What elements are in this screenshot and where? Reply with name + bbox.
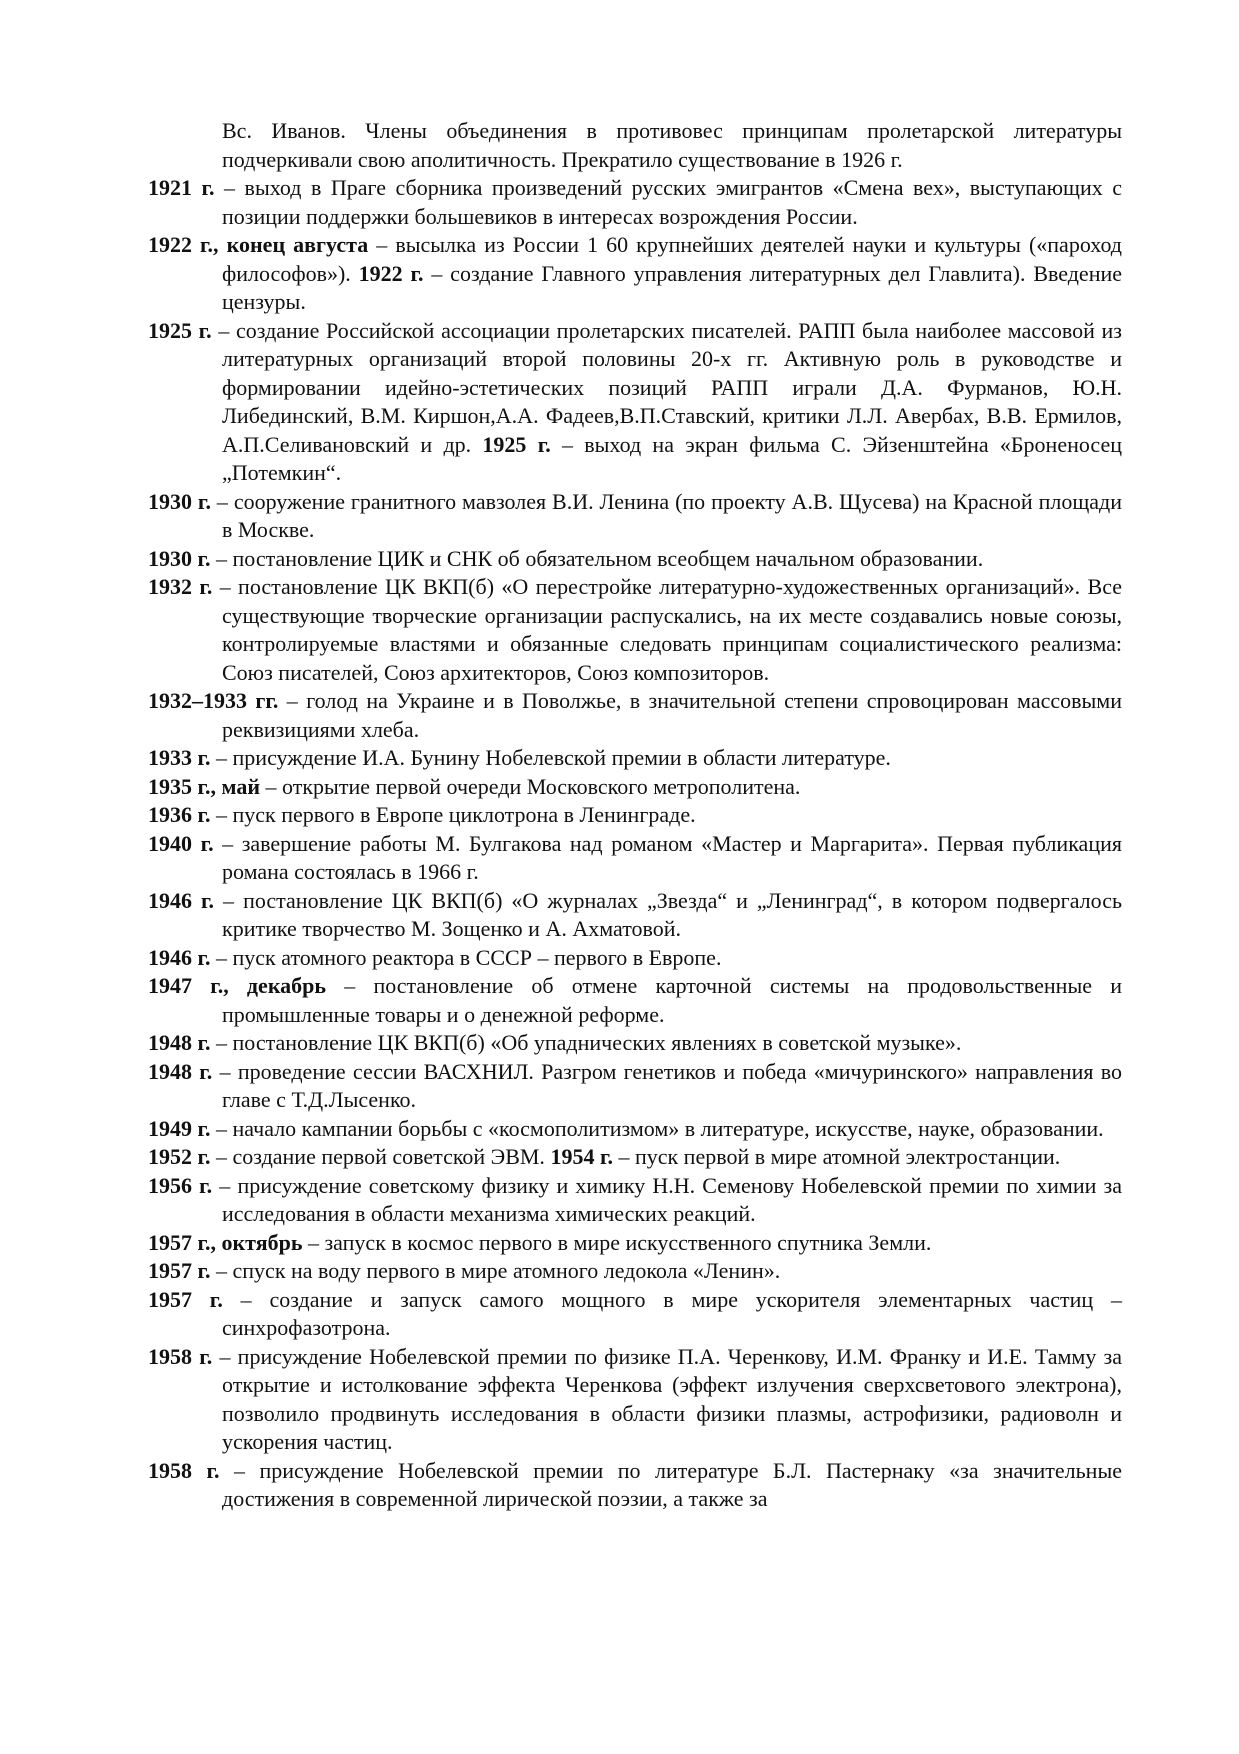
timeline-entry	[148, 1143, 1122, 1172]
entry-text: – постановление ЦК ВКП(б) «Об упаднических явлениях в советской музыке».	[210, 1030, 962, 1055]
timeline-entry	[148, 801, 1122, 830]
timeline-entry	[148, 1229, 1122, 1258]
entry-date: 1930 г.	[148, 488, 211, 514]
timeline-entry	[148, 317, 1122, 488]
entry-text: – запуск в космос первого в мире искусственного спутника Земли.	[302, 1229, 932, 1255]
entry-text: – создание первой советской ЭВМ.	[210, 1144, 551, 1169]
entry-date: 1957 г., октябрь	[148, 1229, 303, 1255]
entry-date: 1925 г.	[482, 431, 551, 457]
entry-date: 1936 г.	[148, 802, 211, 827]
timeline-entry	[148, 1115, 1122, 1144]
continued-paragraph	[148, 117, 1122, 174]
timeline-entry	[148, 1343, 1122, 1457]
timeline-entry	[148, 944, 1122, 973]
document-page	[148, 117, 1122, 1514]
entry-date: 1925 г.	[148, 317, 212, 343]
timeline-entry	[148, 1029, 1122, 1058]
timeline-entry	[148, 573, 1122, 687]
entry-text: – пуск первого в Европе циклотрона в Ленинграде.	[210, 802, 696, 827]
entry-text: – выход на экран фильма С. Эйзенштейна «Броненосец „Потемкин“.	[222, 431, 1122, 485]
entry-date: 1932 г.	[148, 574, 213, 599]
entry-date: 1932–1933 гг.	[148, 688, 279, 713]
entry-text: – пуск первой в мире атомной электростанции.	[612, 1144, 1061, 1169]
entry-text: – присуждение Нобелевской премии по литературе Б.Л. Пастернаку «за значительные достижения в современной лирической поэзии, а также за	[219, 1457, 1122, 1511]
entry-text: – постановление ЦИК и СНК об обязательном всеобщем начальном образовании.	[210, 545, 984, 571]
entry-date: 1948 г.	[148, 1058, 213, 1084]
timeline-entry	[148, 1286, 1122, 1343]
timeline-entry	[148, 1457, 1122, 1514]
entry-date: 1935 г., май	[148, 773, 261, 799]
entry-date: 1952 г.	[148, 1144, 211, 1169]
timeline-entry	[148, 687, 1122, 744]
entry-date: 1922 г.	[358, 260, 424, 286]
entry-date: 1940 г.	[148, 830, 214, 856]
entry-date: 1949 г.	[148, 1115, 211, 1141]
timeline-entry	[148, 1257, 1122, 1286]
entry-date: 1957 г.	[148, 1286, 223, 1312]
entry-date: 1946 г.	[148, 944, 211, 970]
entry-text: – создание Российской ассоциации пролетарских писателей. РАПП была наиболее массовой из литературных организаций второй половины 20-х гг. Активную роль в руководстве и формировании идейно-эстетических позиций РАПП играли Д.А. Фурманов, Ю.Н. Либединский, В.М. Киршон,А.А. Фадеев,В.П.Ставский, критики Л.Л. Авербах, В.В. Ермилов, А.П.Селивановский и др.	[211, 317, 1123, 457]
entry-text: Вс. Иванов. Члены объединения в противовес принципам пролетарской литературы подчеркивали свою аполитичность. Прекратило существование в 1926 г.	[222, 118, 1122, 172]
entry-text: – постановление об отмене карточной системы на продовольственные и промышленные товары и о денежной реформе.	[222, 973, 1122, 1027]
timeline-entry	[148, 773, 1122, 802]
timeline-entry	[148, 1058, 1122, 1115]
entry-text: – создание и запуск самого мощного в мире ускорителя элементарных частиц – синхрофазотрона.	[222, 1286, 1123, 1340]
entry-text: – присуждение Нобелевской премии по физике П.А. Черенкову, И.М. Франку и И.Е. Тамму за открытие и истолкование эффекта Черенкова (эффект излучения сверхсветового электрона), позволило продвинуть исследования в области физики плазмы, астрофизики, радиоволн и ускорения частиц.	[212, 1343, 1122, 1454]
timeline-entry	[148, 830, 1122, 887]
entry-date: 1957 г.	[148, 1258, 211, 1283]
timeline-entry	[148, 744, 1122, 773]
timeline-entry	[148, 488, 1122, 545]
entry-date: 1921 г.	[148, 175, 215, 200]
entry-text: – открытие первой очереди Московского метрополитена.	[260, 773, 801, 799]
entry-date: 1930 г.	[148, 545, 211, 571]
entry-text: – голод на Украине и в Поволжье, в значительной степени спровоцирован массовыми реквизициями хлеба.	[222, 688, 1122, 742]
timeline-entry	[148, 231, 1122, 317]
timeline-entry	[148, 972, 1122, 1029]
entry-text: – постановление ЦК ВКП(б) «О перестройке литературно-художественных организаций». Все существующие творческие организации распускались, на их месте создавались новые союзы, контролируемые властями и обязанные следовать принципам социалистического реализма: Союз писателей, Союз архитекторов, Союз композиторов.	[212, 574, 1122, 685]
entry-text: – начало кампании борьбы с «космополитизмом» в литературе, искусстве, науке, образовании.	[210, 1115, 1104, 1141]
timeline-entry	[148, 1172, 1122, 1229]
entry-date: 1946 г.	[148, 887, 215, 913]
entry-date: 1958 г.	[148, 1343, 213, 1369]
entry-date: 1933 г.	[148, 745, 211, 770]
entry-text: – выход в Праге сборника произведений русских эмигрантов «Смена вех», выступающих с позиции поддержки большевиков в интересах возрождения России.	[214, 175, 1122, 229]
timeline-entry	[148, 545, 1122, 574]
entry-text: – проведение сессии ВАСХНИЛ. Разгром генетиков и победа «мичуринского» направления во главе с Т.Д.Лысенко.	[212, 1058, 1122, 1112]
entry-text: – спуск на воду первого в мире атомного ледокола «Ленин».	[210, 1258, 781, 1283]
entry-date: 1947 г., декабрь	[148, 973, 327, 998]
entry-text: – присуждение И.А. Бунину Нобелевской премии в области литературе.	[210, 745, 891, 770]
entry-date: 1954 г.	[550, 1144, 613, 1169]
entry-text: – постановление ЦК ВКП(б) «О журналах „Звезда“ и „Ленинград“, в котором подвергалось критике творчество М. Зощенко и А. Ахматовой.	[214, 887, 1122, 941]
entry-text: – создание Главного управления литературных дел Главлита). Введение цензуры.	[222, 260, 1123, 314]
timeline-entry	[148, 887, 1122, 944]
entry-date: 1922 г., конец августа	[148, 232, 369, 257]
entry-text: – пуск атомного реактора в СССР – первого в Европе.	[210, 944, 722, 970]
entry-text: – присуждение советскому физику и химику Н.Н. Семенову Нобелевской премии по химии за исследования в области механизма химических реакций.	[212, 1172, 1122, 1226]
entry-date: 1956 г.	[148, 1172, 213, 1198]
entry-text: – завершение работы М. Булгакова над романом «Мастер и Маргарита». Первая публикация романа состоялась в 1966 г.	[213, 830, 1122, 884]
entry-text: – высылка из России 1 60 крупнейших деятелей науки и культуры («пароход философов»).	[222, 232, 1122, 286]
entry-date: 1958 г.	[148, 1457, 220, 1483]
entry-date: 1948 г.	[148, 1030, 211, 1055]
entry-text: – сооружение гранитного мавзолея В.И. Ленина (по проекту А.В. Щусева) на Красной площади в Москве.	[210, 488, 1122, 542]
timeline-entry	[148, 174, 1122, 231]
